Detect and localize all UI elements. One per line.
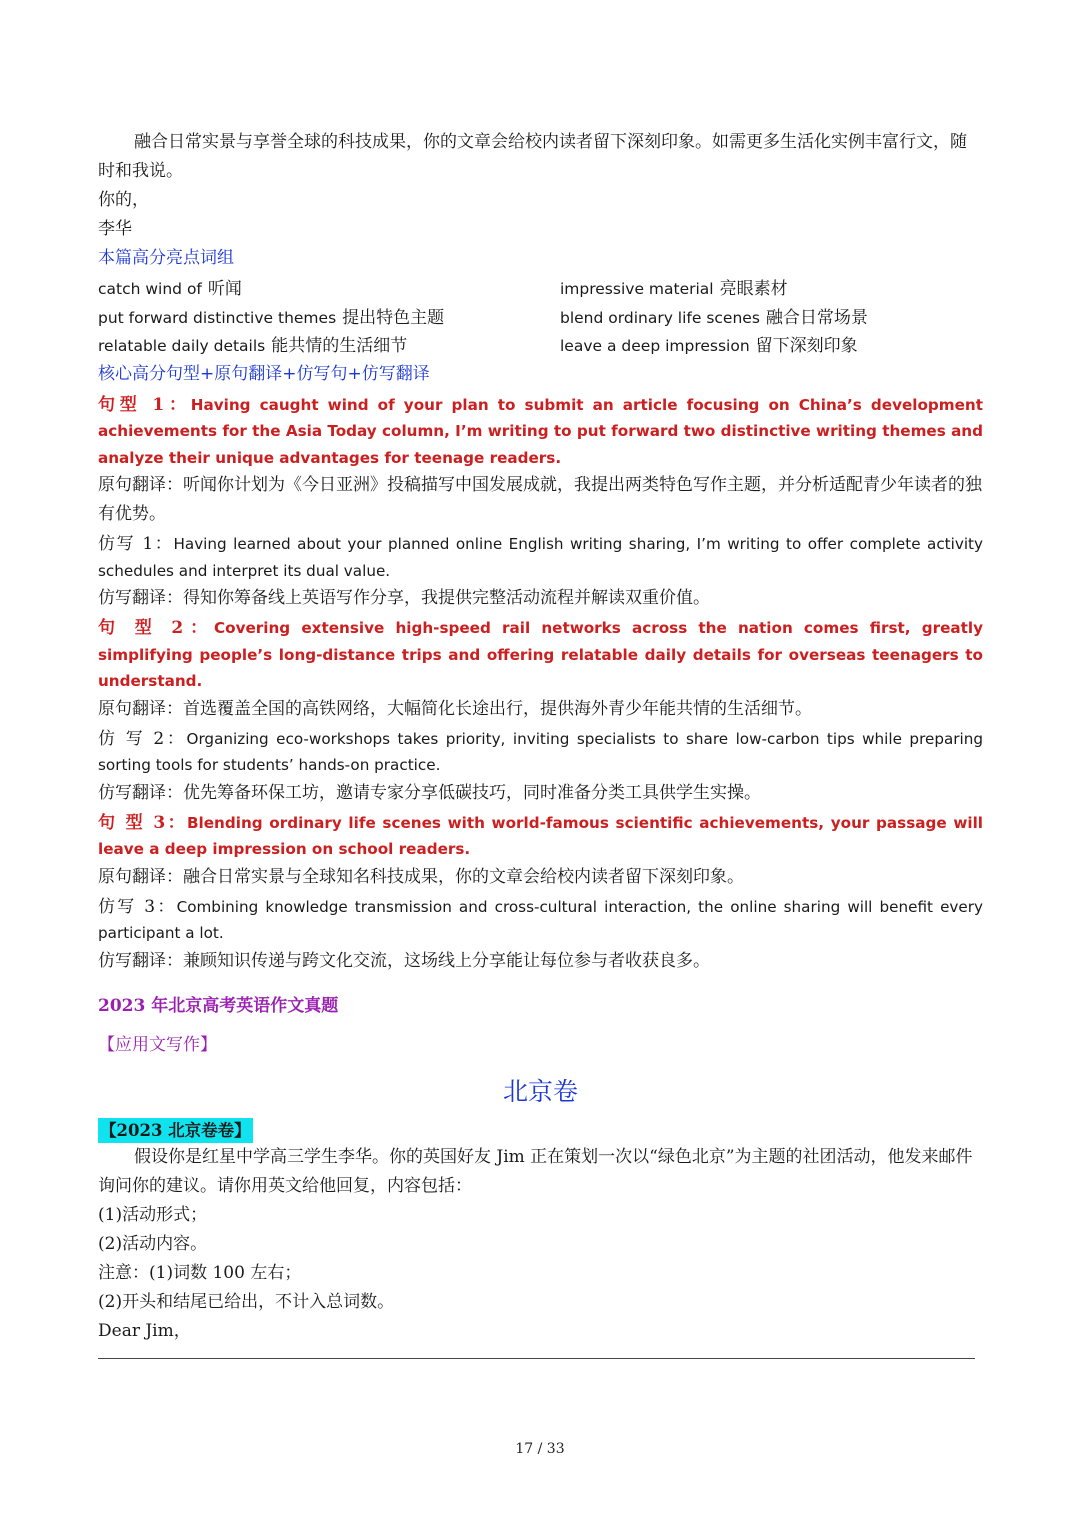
imitation-sentence-3 [98, 894, 983, 947]
signature: 李华 [98, 219, 132, 239]
vocab-item [560, 304, 983, 333]
pattern-text: Having caught wind of your plan to submit an article focusing on China’s development achievements for the Asia Today column, I’m writing to put forward two distinctive writing themes and analyze their unique advantages for teenage readers. [98, 395, 983, 467]
document-page [98, 128, 983, 1346]
vocab-en: blend ordinary life scenes [560, 308, 760, 327]
pattern-sentence-1 [98, 392, 983, 472]
imitation-sentence-2 [98, 726, 983, 779]
vocab-cn: 能共情的生活细节 [271, 336, 408, 356]
imitation-translation-3: 仿写翻译：兼顾知识传递与跨文化交流，这场线上分享能让每位参与者收获良多。 [98, 950, 710, 971]
sign-off: 你的， [98, 190, 149, 210]
pattern-text: Covering extensive high-speed rail networks across the nation comes first, greatly simplifying people’s long-distance trips and offering relatable daily details for overseas teenagers to understand. [98, 619, 983, 690]
vocab-heading: 本篇高分亮点词组 [98, 248, 234, 268]
original-translation-2: 原句翻译：首选覆盖全国的高铁网络，大幅简化长途出行，提供海外青少年能共情的生活细节。 [98, 698, 812, 719]
vocab-cn: 融合日常场景 [765, 307, 868, 328]
requirement-1: (1)活动形式； [98, 1204, 208, 1225]
imitation-label: 仿 写 2： [98, 728, 187, 749]
vocab-en: relatable daily details [98, 337, 266, 355]
vocab-cn: 留下深刻印象 [755, 336, 858, 356]
imitation-text: Having learned about your planned online English writing sharing, I’m writing to offer complete activity schedules and interpret its dual value. [98, 535, 983, 580]
vocab-cn: 提出特色主题 [342, 307, 445, 328]
imitation-label: 仿写 3： [98, 896, 177, 917]
exam-prompt: 假设你是红星中学高三学生李华。你的英国好友 Jim 正在策划一次以“绿色北京”为主题的社团活动，他发来邮件询问你的建议。请你用英文给他回复，内容包括： [98, 1146, 973, 1196]
imitation-translation-1: 仿写翻译：得知你筹备线上英语写作分享，我提供完整活动流程并解读双重价值。 [98, 588, 710, 608]
pattern-text: Blending ordinary life scenes with world-famous scientific achievements, your passage will leave a deep impression on school readers. [98, 813, 983, 858]
imitation-label: 仿写 1： [98, 534, 174, 554]
vocab-en: put forward distinctive themes [98, 308, 337, 327]
letter-greeting: Dear Jim， [98, 1320, 191, 1341]
vocab-en: catch wind of [98, 280, 202, 298]
vocab-cn: 听闻 [207, 279, 242, 299]
vocab-item [560, 275, 983, 304]
vocab-cn: 亮眼素材 [719, 279, 788, 299]
vocab-item [98, 332, 560, 361]
answer-line [98, 1358, 975, 1359]
original-translation-1: 原句翻译：听闻你计划为《今日亚洲》投稿描写中国发展成就，我提出两类特色写作主题，并分析适配青少年读者的独有优势。 [98, 475, 982, 524]
closing-paragraph: 融合日常实景与享誉全球的科技成果，你的文章会给校内读者留下深刻印象。如需更多生活化实例丰富行文，随时和我说。 [98, 132, 967, 181]
core-heading: 核心高分句型+原句翻译+仿写句+仿写翻译 [98, 363, 430, 384]
pattern-sentence-3 [98, 810, 983, 863]
vocab-en: leave a deep impression [560, 337, 750, 355]
exam-category: 【应用文写作】 [98, 1034, 217, 1055]
original-translation-3: 原句翻译：融合日常实景与全球知名科技成果，你的文章会给校内读者留下深刻印象。 [98, 866, 744, 887]
requirement-2: (2)活动内容。 [98, 1233, 208, 1254]
vocab-en: impressive material [560, 280, 714, 298]
imitation-text: Combining knowledge transmission and cross-cultural interaction, the online sharing will benefit every participant a lot. [98, 897, 983, 942]
paper-tag: 【2023 北京卷卷】 [98, 1118, 253, 1143]
pattern-label: 句型 1： [98, 394, 191, 415]
pattern-label: 句 型 2： [98, 618, 215, 638]
exam-year-heading: 2023 年北京高考英语作文真题 [98, 995, 339, 1016]
note-1: 注意：(1)词数 100 左右； [98, 1262, 302, 1283]
page-number: 17 / 33 [515, 1441, 565, 1457]
vocab-item [98, 275, 560, 304]
pattern-label: 句 型 3： [98, 812, 187, 833]
vocab-list [98, 275, 983, 361]
pattern-sentence-2 [98, 615, 983, 695]
paper-title: 北京卷 [502, 1076, 578, 1106]
imitation-translation-2: 仿写翻译：优先筹备环保工坊，邀请专家分享低碳技巧，同时准备分类工具供学生实操。 [98, 782, 761, 803]
vocab-item [98, 304, 560, 333]
imitation-sentence-1 [98, 531, 983, 584]
imitation-text: Organizing eco-workshops takes priority, inviting specialists to share low-carbon tips while preparing sorting tools for students’ hands-on practice. [98, 729, 984, 774]
note-2: (2)开头和结尾已给出，不计入总词数。 [98, 1291, 395, 1312]
vocab-item [560, 332, 983, 361]
